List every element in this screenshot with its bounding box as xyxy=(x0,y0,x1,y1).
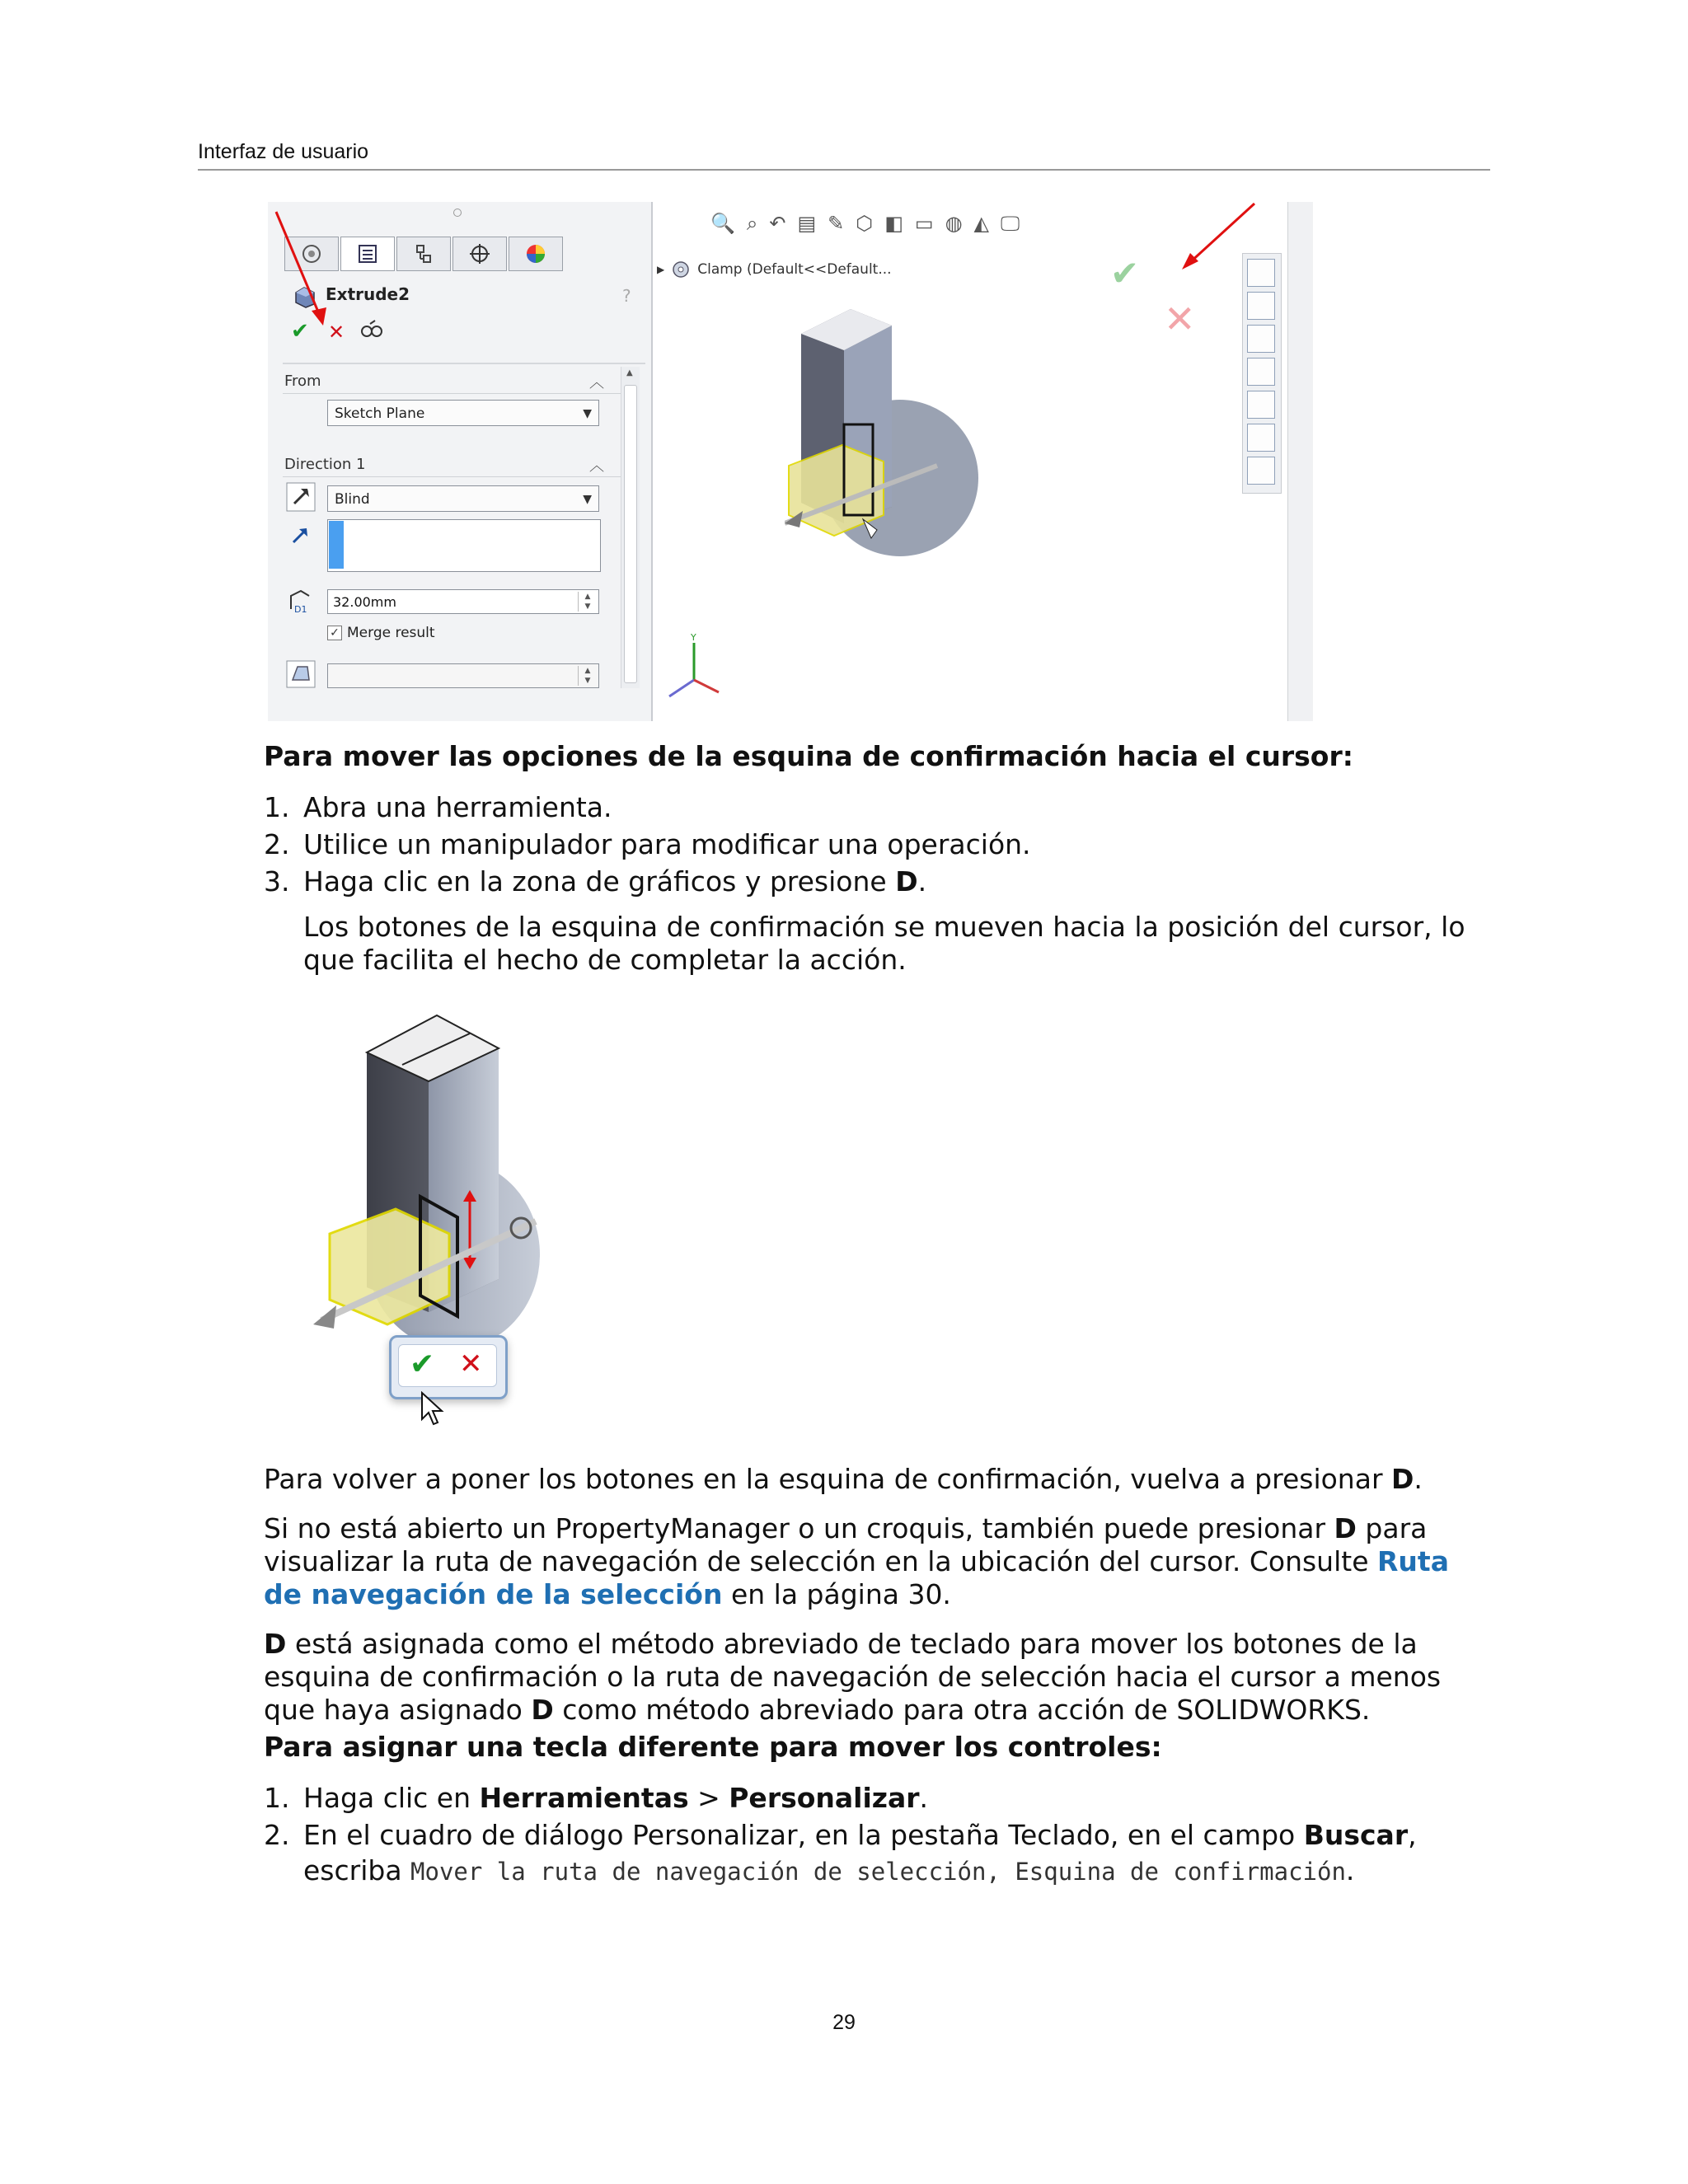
confirm-ok-icon[interactable]: ✔ xyxy=(1110,253,1140,293)
detailed-preview-icon[interactable] xyxy=(359,319,387,340)
step-1: 1. Abra una herramienta. xyxy=(264,791,612,823)
dynamic-annotation-icon[interactable]: ✎ xyxy=(828,212,845,235)
direction-group-label: Direction 1 xyxy=(284,456,366,473)
help-icon[interactable]: ? xyxy=(622,286,631,306)
reverse-direction-icon[interactable] xyxy=(286,482,316,512)
link-selection-breadcrumbs[interactable]: Ruta xyxy=(1377,1545,1449,1577)
scroll-up-icon[interactable]: ▲ xyxy=(626,368,633,377)
page-number: 29 xyxy=(832,2011,856,2034)
property-list-icon xyxy=(356,242,379,265)
triad-axes-icon xyxy=(661,630,727,705)
pm-scrollbar[interactable] xyxy=(621,367,640,688)
previous-view-icon[interactable]: ↶ xyxy=(769,212,786,235)
extruded-part-model xyxy=(785,301,999,565)
para-shortcut: D está asignada como el método abreviado de teclado para mover los botones de la esquina de confirmación o la ruta de navegación de selección hacia el cursor a menos que haya asignado D como método abreviado para otra acción de SOLIDWORKS. xyxy=(264,1628,1442,1726)
pm-separator xyxy=(283,363,645,364)
depth-value: 32.00mm xyxy=(333,594,396,610)
from-combo-value: Sketch Plane xyxy=(335,405,425,422)
para-restore: Para volver a poner los botones en la esquina de confirmación, vuelva a presionar D. xyxy=(264,1463,1423,1495)
link-selection-breadcrumbs-cont[interactable]: de navegación de la selección xyxy=(264,1578,723,1610)
feature-name: Extrude2 xyxy=(326,284,410,304)
spin-arrows-icon[interactable]: ▲ ▼ xyxy=(578,592,597,612)
ok-check-icon[interactable]: ✔ xyxy=(291,319,309,344)
view-orientation-icon[interactable]: ⬡ xyxy=(856,212,874,235)
tab-display-manager[interactable] xyxy=(509,237,563,271)
step-2: 2. Utilice un manipulador para modificar una operación. xyxy=(264,828,1031,860)
direction-divider xyxy=(283,476,629,477)
step-3-note: Los botones de la esquina de confirmación se mueven hacia la posición del cursor, lo que facilita el hecho de completar la acción. xyxy=(303,911,1465,976)
popup-ok-icon[interactable]: ✔ xyxy=(410,1347,435,1381)
section1-heading: Para mover las opciones de la esquina de confirmación hacia el cursor: xyxy=(264,740,1353,772)
step-3: 3. Haga clic en la zona de gráficos y presione D. xyxy=(264,865,927,898)
zoom-to-fit-icon[interactable]: 🔍 xyxy=(710,212,735,235)
section2-step-2: 2. En el cuadro de diálogo Personalizar, en la pestaña Teclado, en el campo Buscar, xyxy=(264,1819,1417,1851)
file-explorer-icon[interactable] xyxy=(1247,325,1275,353)
hide-show-icon[interactable]: ▭ xyxy=(914,212,934,235)
flyout-tree-item[interactable] xyxy=(657,260,892,279)
depth-spinbox[interactable] xyxy=(327,589,599,614)
merge-result-label: Merge result xyxy=(347,625,435,641)
view-palette-icon[interactable] xyxy=(1247,358,1275,386)
screenshot-propertymanager xyxy=(268,202,1319,721)
chevron-down-icon: ▼ xyxy=(583,407,592,420)
section-view-icon[interactable]: ▤ xyxy=(797,212,817,235)
svg-text:Y: Y xyxy=(691,632,696,643)
merge-result-checkbox[interactable]: ✓ xyxy=(327,626,342,640)
home-icon[interactable] xyxy=(1247,259,1275,287)
section2-step-2-cont: escriba Mover la ruta de navegación de selección, Esquina de confirmación. xyxy=(303,1854,1355,1886)
running-header: Interfaz de usuario xyxy=(198,140,369,163)
collapse-direction-icon[interactable]: ︿ xyxy=(589,457,604,475)
direction-selection-box[interactable] xyxy=(327,519,601,572)
color-wheel-icon xyxy=(524,242,547,265)
para-propertymanager: Si no está abierto un PropertyManager o un croquis, también puede presionar D para visualizar la ruta de navegación de selección en la ubicación del cursor. Consulte Ruta de navegación de la selección en la página 30. xyxy=(264,1512,1449,1610)
tab-dimxpert-manager[interactable] xyxy=(452,237,507,271)
header-rule xyxy=(198,169,1490,171)
end-condition-value: Blind xyxy=(335,491,370,508)
part-icon xyxy=(671,260,691,279)
graphics-area[interactable] xyxy=(653,202,1319,721)
selection-highlight xyxy=(329,521,344,569)
design-library-icon[interactable] xyxy=(1247,292,1275,320)
mouse-cursor-icon xyxy=(420,1391,445,1427)
tab-configuration-manager[interactable] xyxy=(396,237,451,271)
zoom-area-icon[interactable]: ⌕ xyxy=(746,212,758,235)
direction-vector-icon xyxy=(289,525,311,546)
configuration-icon xyxy=(412,242,435,265)
callout-arrow-left xyxy=(272,210,338,334)
task-pane-tabs xyxy=(1242,253,1282,494)
scroll-thumb[interactable] xyxy=(624,385,637,683)
svg-text:D1: D1 xyxy=(294,604,307,615)
section2-step-1: 1. Haga clic en Herramientas > Personalizar. xyxy=(264,1782,929,1814)
display-style-icon[interactable]: ◧ xyxy=(884,212,903,235)
cancel-x-icon[interactable]: ✕ xyxy=(328,321,345,344)
heads-up-toolbar xyxy=(710,212,1020,235)
popup-cancel-icon[interactable]: ✕ xyxy=(459,1347,483,1380)
custom-properties-icon[interactable] xyxy=(1247,424,1275,452)
appearances-icon[interactable] xyxy=(1247,391,1275,419)
merge-result-row[interactable] xyxy=(327,625,435,641)
confirm-cancel-icon[interactable]: ✕ xyxy=(1164,297,1196,341)
from-divider xyxy=(283,393,629,394)
collapse-from-icon[interactable]: ︿ xyxy=(589,374,604,391)
scene-icon[interactable]: ◭ xyxy=(973,212,989,235)
draft-icon[interactable] xyxy=(286,660,316,688)
forum-icon[interactable] xyxy=(1247,457,1275,485)
section2-heading: Para asignar una tecla diferente para mover los controles: xyxy=(264,1731,1162,1763)
draft-angle-spinbox[interactable] xyxy=(327,663,599,688)
crosshair-icon xyxy=(468,242,491,265)
end-condition-combo[interactable] xyxy=(327,485,599,512)
tab-property-manager[interactable] xyxy=(340,237,395,271)
spin-arrows-icon[interactable]: ▲ ▼ xyxy=(578,666,597,686)
chevron-down-icon: ▼ xyxy=(583,493,592,506)
depth-icon xyxy=(286,588,314,616)
from-combo[interactable] xyxy=(327,400,599,426)
appearance-icon[interactable]: ◍ xyxy=(945,212,963,235)
search-string-code: Mover la ruta de navegación de selección, Esquina de confirmación xyxy=(410,1858,1346,1886)
tree-item-label: Clamp (Default<<Default... xyxy=(697,261,892,278)
panel-grip-icon xyxy=(453,209,462,217)
view-settings-icon[interactable]: 🖵 xyxy=(1001,212,1020,235)
confirmation-corner-popup xyxy=(389,1335,508,1399)
from-group-label: From xyxy=(284,373,321,390)
expand-arrow-icon[interactable]: ▶ xyxy=(657,264,665,275)
graphics-scrollbar[interactable] xyxy=(1287,202,1313,721)
